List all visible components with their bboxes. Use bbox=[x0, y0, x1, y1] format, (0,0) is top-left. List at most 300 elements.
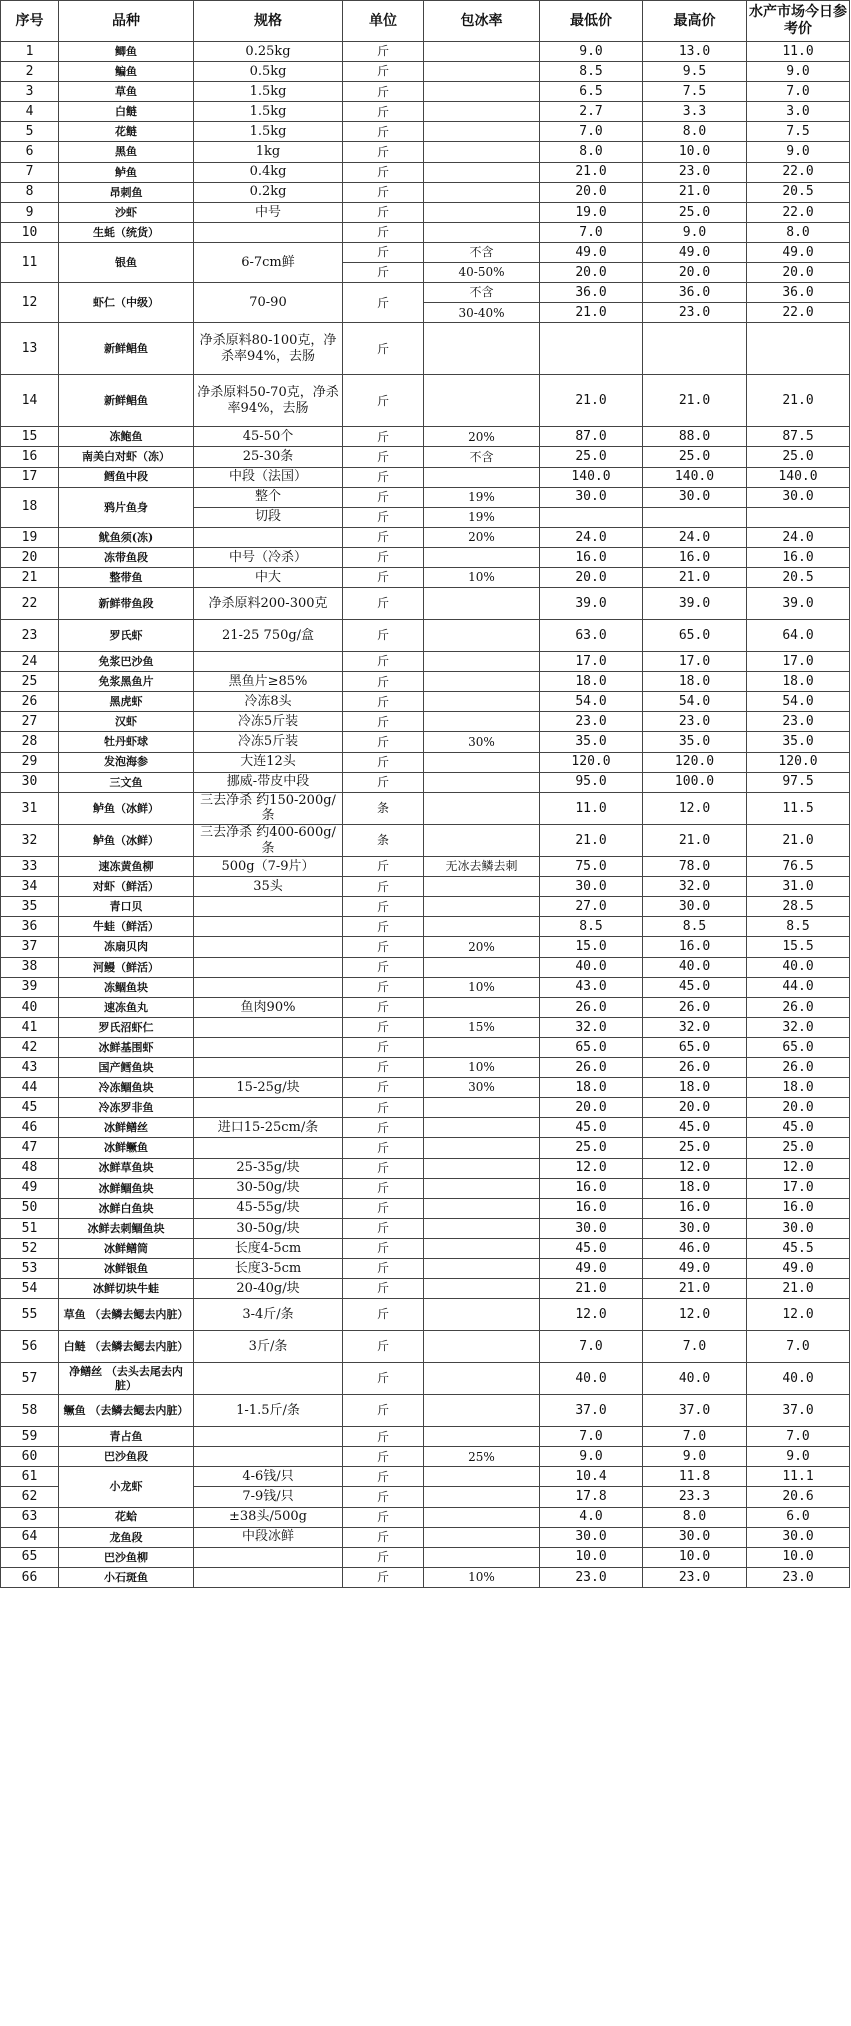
item-unit: 斤 bbox=[343, 242, 424, 262]
row-number: 38 bbox=[1, 957, 59, 977]
item-unit: 斤 bbox=[343, 182, 424, 202]
high-price: 37.0 bbox=[643, 1395, 747, 1427]
table-row bbox=[1, 1258, 850, 1278]
low-price: 30.0 bbox=[540, 877, 643, 897]
high-price: 88.0 bbox=[643, 427, 747, 447]
ice-rate bbox=[424, 772, 540, 792]
row-number: 10 bbox=[1, 222, 59, 242]
table-row bbox=[1, 977, 850, 997]
ref-price: 16.0 bbox=[747, 547, 850, 567]
low-price: 37.0 bbox=[540, 1395, 643, 1427]
high-price: 32.0 bbox=[643, 1017, 747, 1037]
item-name: 速冻鱼丸 bbox=[59, 997, 194, 1017]
table-row bbox=[1, 102, 850, 122]
ref-price: 21.0 bbox=[747, 375, 850, 427]
low-price: 12.0 bbox=[540, 1299, 643, 1331]
table-row bbox=[1, 162, 850, 182]
table-row bbox=[1, 1507, 850, 1527]
ice-rate: 不含 bbox=[424, 242, 540, 262]
item-spec bbox=[194, 1567, 343, 1587]
item-unit: 斤 bbox=[343, 527, 424, 547]
item-unit: 斤 bbox=[343, 263, 424, 283]
ref-price: 30.0 bbox=[747, 1527, 850, 1547]
item-unit: 斤 bbox=[343, 547, 424, 567]
item-spec: 25-30条 bbox=[194, 447, 343, 467]
ice-rate: 不含 bbox=[424, 447, 540, 467]
row-number: 15 bbox=[1, 427, 59, 447]
table-row bbox=[1, 1078, 850, 1098]
row-number: 51 bbox=[1, 1218, 59, 1238]
item-unit: 斤 bbox=[343, 1279, 424, 1299]
high-price: 3.3 bbox=[643, 102, 747, 122]
item-name: 小石斑鱼 bbox=[59, 1567, 194, 1587]
low-price: 25.0 bbox=[540, 447, 643, 467]
ref-price: 30.0 bbox=[747, 1218, 850, 1238]
high-price: 45.0 bbox=[643, 977, 747, 997]
item-spec bbox=[194, 222, 343, 242]
row-number: 46 bbox=[1, 1118, 59, 1138]
high-price: 21.0 bbox=[643, 1279, 747, 1299]
ice-rate bbox=[424, 82, 540, 102]
ice-rate: 10% bbox=[424, 1058, 540, 1078]
ice-rate bbox=[424, 1427, 540, 1447]
table-row bbox=[1, 877, 850, 897]
row-number: 56 bbox=[1, 1331, 59, 1363]
ref-price: 16.0 bbox=[747, 1198, 850, 1218]
table-row bbox=[1, 1238, 850, 1258]
table-row bbox=[1, 1017, 850, 1037]
ice-rate bbox=[424, 1198, 540, 1218]
row-number: 61 bbox=[1, 1467, 59, 1487]
ice-rate bbox=[424, 42, 540, 62]
high-price: 100.0 bbox=[643, 772, 747, 792]
low-price: 26.0 bbox=[540, 1058, 643, 1078]
ice-rate bbox=[424, 712, 540, 732]
item-spec bbox=[194, 937, 343, 957]
ice-rate bbox=[424, 672, 540, 692]
ref-price: 28.5 bbox=[747, 897, 850, 917]
ref-price: 18.0 bbox=[747, 672, 850, 692]
ref-price: 44.0 bbox=[747, 977, 850, 997]
table-row bbox=[1, 917, 850, 937]
ref-price: 26.0 bbox=[747, 1058, 850, 1078]
low-price: 8.0 bbox=[540, 142, 643, 162]
high-price: 26.0 bbox=[643, 1058, 747, 1078]
table-header-row bbox=[1, 1, 850, 42]
ref-price: 30.0 bbox=[747, 487, 850, 507]
low-price: 10.0 bbox=[540, 1547, 643, 1567]
item-unit: 斤 bbox=[343, 1363, 424, 1395]
ref-price: 22.0 bbox=[747, 202, 850, 222]
ice-rate bbox=[424, 692, 540, 712]
row-number: 13 bbox=[1, 323, 59, 375]
item-name: 新鲜鲳鱼 bbox=[59, 375, 194, 427]
high-price: 65.0 bbox=[643, 1037, 747, 1057]
table-row bbox=[1, 447, 850, 467]
item-name: 牡丹虾球 bbox=[59, 732, 194, 752]
item-spec: 中段冰鲜 bbox=[194, 1527, 343, 1547]
header-ref-price: 水产市场今日参考价 bbox=[747, 1, 850, 42]
ref-price: 25.0 bbox=[747, 1138, 850, 1158]
ice-rate bbox=[424, 1158, 540, 1178]
table-row bbox=[1, 1218, 850, 1238]
low-price: 45.0 bbox=[540, 1118, 643, 1138]
high-price bbox=[643, 507, 747, 527]
table-row bbox=[1, 1331, 850, 1363]
high-price: 23.0 bbox=[643, 712, 747, 732]
item-name: 汉虾 bbox=[59, 712, 194, 732]
ice-rate: 19% bbox=[424, 507, 540, 527]
ice-rate bbox=[424, 1218, 540, 1238]
item-unit: 斤 bbox=[343, 752, 424, 772]
ice-rate: 20% bbox=[424, 527, 540, 547]
ref-price: 45.5 bbox=[747, 1238, 850, 1258]
item-spec: 1.5kg bbox=[194, 102, 343, 122]
item-name: 罗氏虾 bbox=[59, 620, 194, 652]
ice-rate: 10% bbox=[424, 977, 540, 997]
ice-rate: 30% bbox=[424, 732, 540, 752]
row-number: 64 bbox=[1, 1527, 59, 1547]
table-row bbox=[1, 1363, 850, 1395]
high-price: 8.0 bbox=[643, 122, 747, 142]
table-row bbox=[1, 1299, 850, 1331]
item-spec: 三去净杀 约150-200g/条 bbox=[194, 792, 343, 824]
item-unit: 斤 bbox=[343, 122, 424, 142]
item-spec: 三去净杀 约400-600g/条 bbox=[194, 824, 343, 856]
row-number: 1 bbox=[1, 42, 59, 62]
table-row bbox=[1, 1527, 850, 1547]
low-price: 40.0 bbox=[540, 1363, 643, 1395]
item-unit: 斤 bbox=[343, 283, 424, 323]
item-spec bbox=[194, 1037, 343, 1057]
ice-rate bbox=[424, 752, 540, 772]
item-spec: 鱼肉90% bbox=[194, 997, 343, 1017]
ref-price: 24.0 bbox=[747, 527, 850, 547]
table-row bbox=[1, 182, 850, 202]
row-number: 21 bbox=[1, 567, 59, 587]
item-unit: 斤 bbox=[343, 977, 424, 997]
item-spec: 500g（7-9片） bbox=[194, 857, 343, 877]
item-unit: 斤 bbox=[343, 375, 424, 427]
item-name: 冰鲜鳜鱼 bbox=[59, 1138, 194, 1158]
item-name: 小龙虾 bbox=[59, 1467, 194, 1507]
item-unit: 斤 bbox=[343, 1299, 424, 1331]
item-spec: 15-25g/块 bbox=[194, 1078, 343, 1098]
low-price: 30.0 bbox=[540, 1218, 643, 1238]
low-price: 17.8 bbox=[540, 1487, 643, 1507]
table-row bbox=[1, 222, 850, 242]
row-number: 31 bbox=[1, 792, 59, 824]
high-price: 30.0 bbox=[643, 897, 747, 917]
item-name: 新鲜鲳鱼 bbox=[59, 323, 194, 375]
low-price: 23.0 bbox=[540, 712, 643, 732]
row-number: 63 bbox=[1, 1507, 59, 1527]
item-unit: 斤 bbox=[343, 1527, 424, 1547]
table-row bbox=[1, 672, 850, 692]
low-price: 63.0 bbox=[540, 620, 643, 652]
table-row bbox=[1, 42, 850, 62]
low-price: 27.0 bbox=[540, 897, 643, 917]
item-unit: 斤 bbox=[343, 1158, 424, 1178]
table-row bbox=[1, 547, 850, 567]
ref-price: 3.0 bbox=[747, 102, 850, 122]
row-number: 12 bbox=[1, 283, 59, 323]
item-unit: 斤 bbox=[343, 877, 424, 897]
low-price: 12.0 bbox=[540, 1158, 643, 1178]
item-name: 虾仁（中级） bbox=[59, 283, 194, 323]
table-row bbox=[1, 1098, 850, 1118]
row-number: 65 bbox=[1, 1547, 59, 1567]
item-unit: 斤 bbox=[343, 1447, 424, 1467]
ice-rate bbox=[424, 917, 540, 937]
item-name: 速冻黄鱼柳 bbox=[59, 857, 194, 877]
item-name: 沙虾 bbox=[59, 202, 194, 222]
item-unit: 斤 bbox=[343, 1118, 424, 1138]
ice-rate bbox=[424, 1487, 540, 1507]
item-spec: 净杀原料200-300克 bbox=[194, 588, 343, 620]
ref-price: 20.5 bbox=[747, 567, 850, 587]
high-price: 120.0 bbox=[643, 752, 747, 772]
low-price: 40.0 bbox=[540, 957, 643, 977]
row-number: 58 bbox=[1, 1395, 59, 1427]
ref-price: 7.0 bbox=[747, 1331, 850, 1363]
header-unit: 单位 bbox=[343, 1, 424, 42]
table-row bbox=[1, 1178, 850, 1198]
table-row bbox=[1, 242, 850, 262]
item-spec: 黑鱼片≥85% bbox=[194, 672, 343, 692]
row-number: 19 bbox=[1, 527, 59, 547]
item-name: 冷冻鲴鱼块 bbox=[59, 1078, 194, 1098]
low-price: 10.4 bbox=[540, 1467, 643, 1487]
low-price: 36.0 bbox=[540, 283, 643, 303]
item-unit: 斤 bbox=[343, 1178, 424, 1198]
ref-price: 18.0 bbox=[747, 1078, 850, 1098]
item-spec: 1.5kg bbox=[194, 82, 343, 102]
item-unit: 斤 bbox=[343, 1507, 424, 1527]
ref-price: 87.5 bbox=[747, 427, 850, 447]
item-unit: 斤 bbox=[343, 937, 424, 957]
ice-rate: 30-40% bbox=[424, 303, 540, 323]
table-row bbox=[1, 620, 850, 652]
high-price: 11.8 bbox=[643, 1467, 747, 1487]
item-spec: 3-4斤/条 bbox=[194, 1299, 343, 1331]
high-price: 25.0 bbox=[643, 202, 747, 222]
item-unit: 斤 bbox=[343, 620, 424, 652]
row-number: 66 bbox=[1, 1567, 59, 1587]
ice-rate bbox=[424, 62, 540, 82]
item-spec: 长度3-5cm bbox=[194, 1258, 343, 1278]
item-unit: 斤 bbox=[343, 323, 424, 375]
table-row bbox=[1, 997, 850, 1017]
item-name: 草鱼 bbox=[59, 82, 194, 102]
header-high-price: 最高价 bbox=[643, 1, 747, 42]
high-price: 9.5 bbox=[643, 62, 747, 82]
table-row bbox=[1, 1058, 850, 1078]
low-price: 19.0 bbox=[540, 202, 643, 222]
item-spec bbox=[194, 1098, 343, 1118]
low-price: 39.0 bbox=[540, 588, 643, 620]
ice-rate: 30% bbox=[424, 1078, 540, 1098]
row-number: 3 bbox=[1, 82, 59, 102]
high-price: 7.0 bbox=[643, 1427, 747, 1447]
low-price: 20.0 bbox=[540, 567, 643, 587]
table-row bbox=[1, 772, 850, 792]
row-number: 35 bbox=[1, 897, 59, 917]
row-number: 47 bbox=[1, 1138, 59, 1158]
row-number: 29 bbox=[1, 752, 59, 772]
high-price: 40.0 bbox=[643, 1363, 747, 1395]
row-number: 57 bbox=[1, 1363, 59, 1395]
table-row bbox=[1, 1395, 850, 1427]
item-spec: 中号 bbox=[194, 202, 343, 222]
high-price: 32.0 bbox=[643, 877, 747, 897]
row-number: 14 bbox=[1, 375, 59, 427]
low-price: 20.0 bbox=[540, 182, 643, 202]
row-number: 52 bbox=[1, 1238, 59, 1258]
low-price: 140.0 bbox=[540, 467, 643, 487]
item-unit: 斤 bbox=[343, 222, 424, 242]
ice-rate: 20% bbox=[424, 937, 540, 957]
item-name: 花蛤 bbox=[59, 1507, 194, 1527]
low-price: 9.0 bbox=[540, 42, 643, 62]
item-spec bbox=[194, 1363, 343, 1395]
header-name: 品种 bbox=[59, 1, 194, 42]
ice-rate bbox=[424, 375, 540, 427]
header-ice-rate: 包冰率 bbox=[424, 1, 540, 42]
high-price: 12.0 bbox=[643, 1158, 747, 1178]
ref-price: 45.0 bbox=[747, 1118, 850, 1138]
item-name: 黑鱼 bbox=[59, 142, 194, 162]
item-unit: 斤 bbox=[343, 1058, 424, 1078]
ref-price: 120.0 bbox=[747, 752, 850, 772]
table-row bbox=[1, 1118, 850, 1138]
row-number: 16 bbox=[1, 447, 59, 467]
high-price: 20.0 bbox=[643, 1098, 747, 1118]
row-number: 43 bbox=[1, 1058, 59, 1078]
item-name: 免浆巴沙鱼 bbox=[59, 652, 194, 672]
ice-rate bbox=[424, 1527, 540, 1547]
low-price: 49.0 bbox=[540, 242, 643, 262]
ref-price: 11.5 bbox=[747, 792, 850, 824]
ref-price: 9.0 bbox=[747, 142, 850, 162]
item-unit: 斤 bbox=[343, 857, 424, 877]
table-row bbox=[1, 122, 850, 142]
high-price: 9.0 bbox=[643, 222, 747, 242]
high-price: 18.0 bbox=[643, 1178, 747, 1198]
ice-rate bbox=[424, 652, 540, 672]
low-price: 8.5 bbox=[540, 62, 643, 82]
item-unit: 斤 bbox=[343, 1567, 424, 1587]
item-unit: 斤 bbox=[343, 1467, 424, 1487]
low-price: 8.5 bbox=[540, 917, 643, 937]
low-price: 2.7 bbox=[540, 102, 643, 122]
ref-price: 23.0 bbox=[747, 1567, 850, 1587]
item-name: 银鱼 bbox=[59, 242, 194, 282]
low-price bbox=[540, 507, 643, 527]
item-name: 对虾（鲜活） bbox=[59, 877, 194, 897]
item-spec: 整个 bbox=[194, 487, 343, 507]
ice-rate bbox=[424, 877, 540, 897]
low-price: 16.0 bbox=[540, 1178, 643, 1198]
item-name: 鳕鱼中段 bbox=[59, 467, 194, 487]
high-price: 26.0 bbox=[643, 997, 747, 1017]
low-price: 4.0 bbox=[540, 1507, 643, 1527]
row-number: 34 bbox=[1, 877, 59, 897]
item-unit: 斤 bbox=[343, 732, 424, 752]
row-number: 39 bbox=[1, 977, 59, 997]
item-spec: 净杀原料80-100克，净杀率94%，去肠 bbox=[194, 323, 343, 375]
ice-rate bbox=[424, 102, 540, 122]
item-spec: 中号（冷杀） bbox=[194, 547, 343, 567]
table-row bbox=[1, 824, 850, 856]
item-spec: 7-9钱/只 bbox=[194, 1487, 343, 1507]
table-row bbox=[1, 375, 850, 427]
item-unit: 斤 bbox=[343, 467, 424, 487]
item-unit: 斤 bbox=[343, 692, 424, 712]
high-price: 23.0 bbox=[643, 1567, 747, 1587]
table-row bbox=[1, 202, 850, 222]
item-name: 青口贝 bbox=[59, 897, 194, 917]
ref-price: 54.0 bbox=[747, 692, 850, 712]
table-row bbox=[1, 567, 850, 587]
ice-rate: 25% bbox=[424, 1447, 540, 1467]
high-price: 16.0 bbox=[643, 1198, 747, 1218]
row-number: 30 bbox=[1, 772, 59, 792]
item-spec: 45-50个 bbox=[194, 427, 343, 447]
table-row bbox=[1, 1567, 850, 1587]
ice-rate bbox=[424, 323, 540, 375]
row-number: 7 bbox=[1, 162, 59, 182]
item-name: 冷冻罗非鱼 bbox=[59, 1098, 194, 1118]
item-name: 罗氏沼虾仁 bbox=[59, 1017, 194, 1037]
high-price: 10.0 bbox=[643, 1547, 747, 1567]
ice-rate bbox=[424, 1363, 540, 1395]
item-name: 河鳗（鲜活） bbox=[59, 957, 194, 977]
ice-rate bbox=[424, 1238, 540, 1258]
table-row bbox=[1, 1427, 850, 1447]
item-name: 冰鲜去刺鲴鱼块 bbox=[59, 1218, 194, 1238]
low-price: 21.0 bbox=[540, 303, 643, 323]
item-spec: 净杀原料50-70克，净杀率94%，去肠 bbox=[194, 375, 343, 427]
item-name: 龙鱼段 bbox=[59, 1527, 194, 1547]
ref-price: 17.0 bbox=[747, 1178, 850, 1198]
item-spec: 中段（法国） bbox=[194, 467, 343, 487]
item-unit: 斤 bbox=[343, 1037, 424, 1057]
ref-price: 20.6 bbox=[747, 1487, 850, 1507]
low-price: 7.0 bbox=[540, 1427, 643, 1447]
item-name: 花鲢 bbox=[59, 122, 194, 142]
item-spec: 长度4-5cm bbox=[194, 1238, 343, 1258]
ice-rate: 无冰去鳞去刺 bbox=[424, 857, 540, 877]
row-number: 45 bbox=[1, 1098, 59, 1118]
low-price: 7.0 bbox=[540, 222, 643, 242]
row-number: 54 bbox=[1, 1279, 59, 1299]
high-price: 54.0 bbox=[643, 692, 747, 712]
ice-rate bbox=[424, 997, 540, 1017]
high-price: 16.0 bbox=[643, 547, 747, 567]
high-price: 24.0 bbox=[643, 527, 747, 547]
item-name: 草鱼 （去鳞去鳃去内脏） bbox=[59, 1299, 194, 1331]
item-spec: 20-40g/块 bbox=[194, 1279, 343, 1299]
ice-rate bbox=[424, 467, 540, 487]
table-row bbox=[1, 1198, 850, 1218]
item-name: 巴沙鱼柳 bbox=[59, 1547, 194, 1567]
ref-price: 65.0 bbox=[747, 1037, 850, 1057]
low-price: 95.0 bbox=[540, 772, 643, 792]
high-price: 46.0 bbox=[643, 1238, 747, 1258]
ice-rate bbox=[424, 142, 540, 162]
high-price: 25.0 bbox=[643, 1138, 747, 1158]
